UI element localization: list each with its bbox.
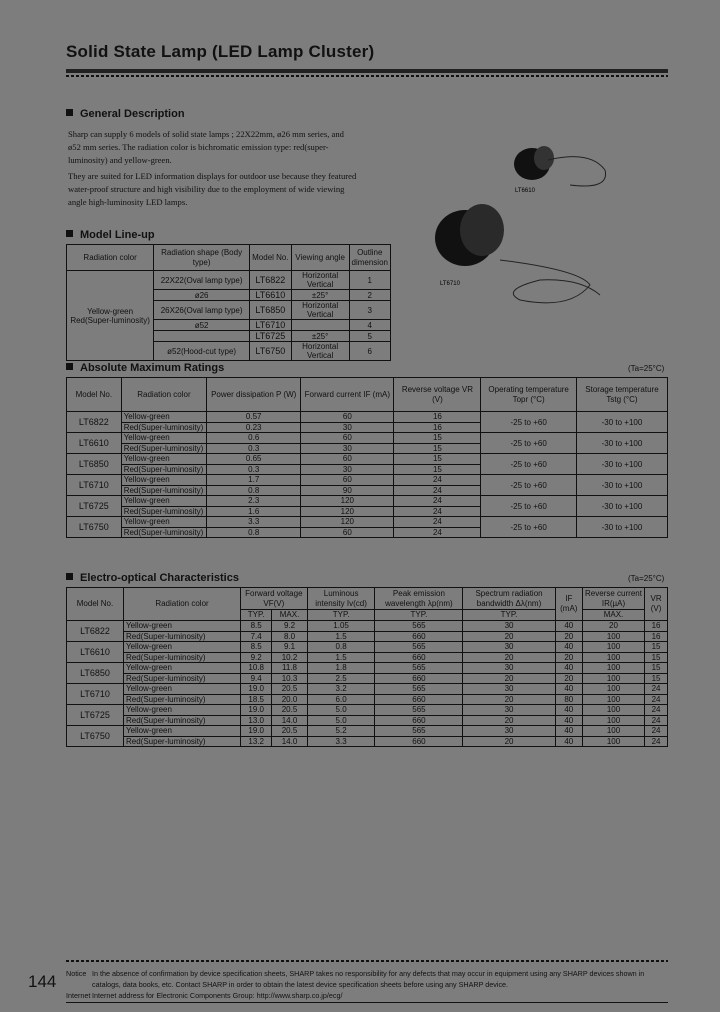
absolute-cell: 60: [301, 454, 394, 465]
lineup-model: LT6850: [250, 301, 292, 320]
lineup-model: LT6750: [250, 342, 292, 361]
absolute-cell: 24: [394, 527, 481, 538]
electro-cell: 24: [645, 684, 668, 695]
electro-cell: 565: [375, 705, 463, 716]
lineup-cell: 2: [349, 290, 391, 301]
electro-cell: 20: [463, 631, 555, 642]
electro-cell: 660: [375, 631, 463, 642]
electro-cell: 660: [375, 673, 463, 684]
absolute-heading: [66, 362, 224, 374]
electro-model: LT6822: [67, 621, 124, 642]
product-photo: [420, 130, 670, 310]
electro-cell: 565: [375, 684, 463, 695]
absolute-tstg: -30 to +100: [576, 496, 667, 517]
electro-cell: 10.8: [241, 663, 272, 674]
absolute-model: LT6710: [67, 475, 122, 496]
absolute-cell: 60: [301, 433, 394, 444]
electro-cell: 9.4: [241, 673, 272, 684]
electro-cell: 24: [645, 726, 668, 737]
absolute-cell: 120: [301, 517, 394, 528]
electro-cell: 0.8: [307, 642, 375, 653]
absolute-model: LT6750: [67, 517, 122, 538]
lineup-cell: 6: [349, 342, 391, 361]
electro-subheader: TYP.: [463, 610, 555, 621]
electro-cell: 20: [463, 694, 555, 705]
electro-cell: 9.2: [241, 652, 272, 663]
absolute-cell: Yellow-green: [121, 454, 206, 465]
absolute-cell: 15: [394, 454, 481, 465]
electro-cell: 3.3: [307, 736, 375, 747]
absolute-topr: -25 to +60: [481, 475, 577, 496]
absolute-model: LT6610: [67, 433, 122, 454]
bullet-square-icon: [66, 230, 73, 237]
absolute-cell: Yellow-green: [121, 496, 206, 507]
lamp-large-face: [460, 204, 504, 256]
electro-cell: 15: [645, 673, 668, 684]
electro-cell: Red(Super-luminosity): [124, 715, 241, 726]
electro-cell: Yellow-green: [124, 684, 241, 695]
electro-cell: 8.0: [272, 631, 307, 642]
electro-cell: 80: [555, 694, 582, 705]
electro-header: Luminous intensity Iv(cd): [307, 588, 375, 610]
electro-header: Radiation color: [124, 588, 241, 621]
electro-cell: 1.5: [307, 631, 375, 642]
electro-cell: 100: [582, 705, 644, 716]
absolute-cell: Red(Super-luminosity): [121, 464, 206, 475]
electro-cell: 15: [645, 663, 668, 674]
absolute-cell: 3.3: [207, 517, 301, 528]
absolute-cell: Yellow-green: [121, 517, 206, 528]
absolute-cell: Red(Super-luminosity): [121, 527, 206, 538]
electro-heading-text: Electro-optical Characteristics: [80, 572, 239, 584]
electro-subheader: MAX.: [272, 610, 307, 621]
electro-cell: 20.0: [272, 694, 307, 705]
electro-cell: 100: [582, 673, 644, 684]
lineup-header: Radiation shape (Body type): [154, 245, 250, 271]
electro-heading: [66, 572, 239, 584]
absolute-cell: 1.7: [207, 475, 301, 486]
electro-cell: 13.0: [241, 715, 272, 726]
electro-model: LT6710: [67, 684, 124, 705]
lineup-cell: Horizontal Vertical: [291, 301, 349, 320]
electro-cell: 100: [582, 715, 644, 726]
lineup-cell: 1: [349, 271, 391, 290]
lineup-header: Radiation color: [67, 245, 154, 271]
absolute-cell: 2.3: [207, 496, 301, 507]
lineup-model: LT6725: [250, 331, 292, 342]
electro-header: Peak emission wavelength λp(nm): [375, 588, 463, 610]
electro-cell: 19.0: [241, 684, 272, 695]
electro-cell: 660: [375, 694, 463, 705]
absolute-cell: 30: [301, 464, 394, 475]
electro-cell: Red(Super-luminosity): [124, 673, 241, 684]
electro-cell: 100: [582, 684, 644, 695]
absolute-cell: 0.8: [207, 485, 301, 496]
lamp-large-cable: [500, 260, 600, 303]
lineup-cell: Horizontal Vertical: [291, 342, 349, 361]
electro-cell: 20: [463, 736, 555, 747]
electro-header: Model No.: [67, 588, 124, 621]
electro-cell: 13.2: [241, 736, 272, 747]
electro-cell: 5.2: [307, 726, 375, 737]
absolute-topr: -25 to +60: [481, 496, 577, 517]
page-title: Solid State Lamp (LED Lamp Cluster): [66, 42, 375, 61]
electro-cell: 30: [463, 726, 555, 737]
electro-cell: 24: [645, 694, 668, 705]
electro-cell: 15: [645, 642, 668, 653]
electro-cell: Red(Super-luminosity): [124, 736, 241, 747]
lineup-cell: ø26: [154, 290, 250, 301]
lineup-heading-text: Model Line-up: [80, 229, 155, 241]
electro-cell: 660: [375, 736, 463, 747]
absolute-cell: 120: [301, 496, 394, 507]
electro-cell: 1.8: [307, 663, 375, 674]
absolute-cell: 0.57: [207, 412, 301, 423]
electro-cell: 7.4: [241, 631, 272, 642]
electro-subheader: MAX.: [582, 610, 644, 621]
electro-cell: 10.3: [272, 673, 307, 684]
absolute-topr: -25 to +60: [481, 517, 577, 538]
bullet-square-icon: [66, 363, 73, 370]
electro-cell: Red(Super-luminosity): [124, 694, 241, 705]
absolute-cell: 1.6: [207, 506, 301, 517]
absolute-cell: 24: [394, 496, 481, 507]
electro-cell: 40: [555, 705, 582, 716]
electro-cell: 20: [463, 673, 555, 684]
absolute-cell: 120: [301, 506, 394, 517]
electro-cell: 8.5: [241, 621, 272, 632]
absolute-cell: 60: [301, 412, 394, 423]
bullet-square-icon: [66, 109, 73, 116]
electro-subheader: TYP.: [241, 610, 272, 621]
electro-cell: 19.0: [241, 705, 272, 716]
absolute-cell: 30: [301, 422, 394, 433]
general-description: [68, 128, 358, 211]
absolute-header: Forward current IF (mA): [301, 378, 394, 412]
electro-cell: 565: [375, 663, 463, 674]
electro-cell: 20: [463, 715, 555, 726]
absolute-model: LT6725: [67, 496, 122, 517]
absolute-cell: 15: [394, 464, 481, 475]
desc-paragraph-2: They are suited for LED information displays for outdoor use because they featured water-proof structure and high visibility due to the employment of wide viewing angle high-luminosity LED lamps.: [68, 170, 357, 208]
absolute-cell: Red(Super-luminosity): [121, 506, 206, 517]
general-heading-text: General Description: [80, 108, 185, 120]
footer-hatch-rule: [66, 960, 668, 962]
absolute-cell: 24: [394, 517, 481, 528]
electro-cell: 20: [555, 652, 582, 663]
electro-cell: 40: [555, 715, 582, 726]
absolute-cell: Yellow-green: [121, 412, 206, 423]
absolute-tstg: -30 to +100: [576, 412, 667, 433]
absolute-cell: 15: [394, 443, 481, 454]
electro-cell: 30: [463, 621, 555, 632]
electro-cell: Yellow-green: [124, 621, 241, 632]
absolute-tstg: -30 to +100: [576, 433, 667, 454]
electro-cell: 5.0: [307, 715, 375, 726]
absolute-header: Storage temperature Tstg (°C): [576, 378, 667, 412]
absolute-heading-text: Absolute Maximum Ratings: [80, 362, 225, 374]
photo-label-small: LT6610: [515, 188, 535, 194]
electro-cell: 24: [645, 715, 668, 726]
lamp-small-cable: [548, 157, 606, 186]
electro-cell: 565: [375, 726, 463, 737]
absolute-model: LT6850: [67, 454, 122, 475]
electro-header: Forward voltage VF(V): [241, 588, 308, 610]
absolute-cell: Red(Super-luminosity): [121, 485, 206, 496]
electro-cell: 5.0: [307, 705, 375, 716]
electro-cell: 30: [463, 642, 555, 653]
electro-cell: 100: [582, 663, 644, 674]
electro-cell: 40: [555, 736, 582, 747]
electro-header: VR (V): [645, 588, 668, 621]
absolute-cell: 0.65: [207, 454, 301, 465]
notice-text: In the absence of confirmation by device specification sheets, SHARP takes no responsibility for any defects that may occur in equipment using any SHARP devices shown in catalogs, data books, etc. Contact SHARP in order to obtain the latest device specification sheets before using any SHARP device.: [92, 969, 645, 989]
page-number: 144: [28, 972, 57, 991]
electro-cell: 6.0: [307, 694, 375, 705]
electro-subheader: TYP.: [375, 610, 463, 621]
electro-cell: 20: [582, 621, 644, 632]
absolute-cell: 0.3: [207, 443, 301, 454]
electro-cell: 20.5: [272, 726, 307, 737]
lineup-header: Viewing angle: [291, 245, 349, 271]
absolute-model: LT6822: [67, 412, 122, 433]
absolute-cell: 60: [301, 527, 394, 538]
electro-cell: 24: [645, 705, 668, 716]
electro-cell: 30: [463, 705, 555, 716]
electro-cell: 40: [555, 663, 582, 674]
absolute-cell: Yellow-green: [121, 475, 206, 486]
lineup-header: Model No.: [250, 245, 292, 271]
electro-cell: 14.0: [272, 736, 307, 747]
electro-cell: 19.0: [241, 726, 272, 737]
electro-cell: 20: [463, 652, 555, 663]
absolute-topr: -25 to +60: [481, 454, 577, 475]
electro-cell: 24: [645, 736, 668, 747]
electro-cell: 20: [555, 631, 582, 642]
absolute-header: Model No.: [67, 378, 122, 412]
electro-cell: 20.5: [272, 705, 307, 716]
lineup-cell: Horizontal Vertical: [291, 271, 349, 290]
electro-header: Spectrum radiation bandwidth Δλ(nm): [463, 588, 555, 610]
absolute-cell: 24: [394, 506, 481, 517]
lineup-heading: [66, 229, 155, 241]
electro-cell: 10.2: [272, 652, 307, 663]
electro-cell: 16: [645, 631, 668, 642]
lineup-model: LT6710: [250, 320, 292, 331]
electro-cell: 565: [375, 621, 463, 632]
absolute-cell: 0.3: [207, 464, 301, 475]
lineup-cell: [291, 320, 349, 331]
desc-paragraph-1: Sharp can supply 6 models of solid state lamps ; 22X22mm, ø26 mm series, and ø52 mm series. The radiation color is bichromatic emission type: red(super-luminosity) and yellow-green.: [68, 129, 344, 166]
absolute-cell: 24: [394, 485, 481, 496]
electro-cell: 15: [645, 652, 668, 663]
absolute-cell: 90: [301, 485, 394, 496]
notice-label: Notice: [66, 969, 87, 978]
absolute-cell: 16: [394, 422, 481, 433]
lineup-model: LT6610: [250, 290, 292, 301]
absolute-tstg: -30 to +100: [576, 517, 667, 538]
lineup-cell: 4: [349, 320, 391, 331]
electro-header: Reverse current IR(µA): [582, 588, 644, 610]
lamp-small-face: [534, 146, 554, 170]
electro-cell: 9.1: [272, 642, 307, 653]
absolute-cell: 0.8: [207, 527, 301, 538]
electro-cell: 565: [375, 642, 463, 653]
electro-cell: 20: [555, 673, 582, 684]
electro-condition: (Ta=25°C): [628, 574, 665, 583]
electro-cell: 2.5: [307, 673, 375, 684]
electro-header: IF (mA): [555, 588, 582, 621]
electro-optical-table: [66, 587, 668, 747]
lineup-cell: ±25°: [291, 290, 349, 301]
lineup-cell: ø52: [154, 320, 250, 331]
electro-cell: Yellow-green: [124, 705, 241, 716]
lineup-cell: 5: [349, 331, 391, 342]
electro-cell: 100: [582, 694, 644, 705]
electro-cell: 660: [375, 652, 463, 663]
electro-cell: 16: [645, 621, 668, 632]
electro-cell: 40: [555, 642, 582, 653]
general-heading: [66, 108, 185, 120]
electro-model: LT6725: [67, 705, 124, 726]
electro-cell: 3.2: [307, 684, 375, 695]
absolute-header: Radiation color: [121, 378, 206, 412]
lineup-cell: [154, 331, 250, 342]
absolute-topr: -25 to +60: [481, 412, 577, 433]
absolute-cell: 60: [301, 475, 394, 486]
electro-cell: 9.2: [272, 621, 307, 632]
electro-cell: 40: [555, 726, 582, 737]
electro-model: LT6750: [67, 726, 124, 747]
absolute-header: Reverse voltage VR (V): [394, 378, 481, 412]
absolute-cell: 30: [301, 443, 394, 454]
electro-cell: 100: [582, 631, 644, 642]
lineup-cell: 26X26(Oval lamp type): [154, 301, 250, 320]
lineup-cell: ø52(Hood-cut type): [154, 342, 250, 361]
electro-model: LT6850: [67, 663, 124, 684]
electro-cell: 100: [582, 652, 644, 663]
absolute-topr: -25 to +60: [481, 433, 577, 454]
absolute-header: Operating temperature Topr (°C): [481, 378, 577, 412]
absolute-cell: 15: [394, 433, 481, 444]
lineup-model: LT6822: [250, 271, 292, 290]
electro-cell: 14.0: [272, 715, 307, 726]
electro-cell: 30: [463, 663, 555, 674]
absolute-cell: 24: [394, 475, 481, 486]
photo-label-large: LT6710: [440, 281, 460, 287]
lineup-table: [66, 244, 391, 361]
electro-cell: 8.5: [241, 642, 272, 653]
absolute-cell: Red(Super-luminosity): [121, 443, 206, 454]
absolute-cell: 16: [394, 412, 481, 423]
absolute-header: Power dissipation P (W): [207, 378, 301, 412]
electro-cell: Red(Super-luminosity): [124, 652, 241, 663]
absolute-ratings-table: [66, 377, 668, 538]
absolute-cell: Yellow-green: [121, 433, 206, 444]
electro-cell: Yellow-green: [124, 663, 241, 674]
electro-cell: 100: [582, 736, 644, 747]
absolute-cell: Red(Super-luminosity): [121, 422, 206, 433]
electro-cell: 100: [582, 642, 644, 653]
title-hatch-rule: [66, 75, 668, 77]
electro-cell: 40: [555, 621, 582, 632]
title-rule: [66, 69, 668, 73]
electro-cell: 100: [582, 726, 644, 737]
electro-cell: 18.5: [241, 694, 272, 705]
electro-cell: 1.05: [307, 621, 375, 632]
bullet-square-icon: [66, 573, 73, 580]
electro-cell: 20.5: [272, 684, 307, 695]
electro-cell: Red(Super-luminosity): [124, 631, 241, 642]
footer-notice: [66, 968, 668, 1001]
lineup-header: Outline dimension: [349, 245, 391, 271]
electro-cell: 11.8: [272, 663, 307, 674]
absolute-cell: 0.6: [207, 433, 301, 444]
absolute-tstg: -30 to +100: [576, 475, 667, 496]
absolute-tstg: -30 to +100: [576, 454, 667, 475]
lineup-cell: 3: [349, 301, 391, 320]
absolute-condition: (Ta=25°C): [628, 364, 665, 373]
lineup-cell: ±25°: [291, 331, 349, 342]
absolute-cell: 0.23: [207, 422, 301, 433]
electro-subheader: TYP.: [307, 610, 375, 621]
lineup-radiation-color: Yellow-green Red(Super-luminosity): [67, 271, 154, 361]
electro-cell: Yellow-green: [124, 726, 241, 737]
electro-cell: 30: [463, 684, 555, 695]
internet-label: Internet: [66, 991, 91, 1000]
electro-model: LT6610: [67, 642, 124, 663]
electro-cell: 660: [375, 715, 463, 726]
lineup-cell: 22X22(Oval lamp type): [154, 271, 250, 290]
electro-cell: Yellow-green: [124, 642, 241, 653]
footer-rule: [66, 1002, 668, 1003]
electro-cell: 1.5: [307, 652, 375, 663]
electro-cell: 40: [555, 684, 582, 695]
internet-text: Internet address for Electronic Components Group: http://www.sharp.co.jp/ecg/: [92, 991, 343, 1000]
